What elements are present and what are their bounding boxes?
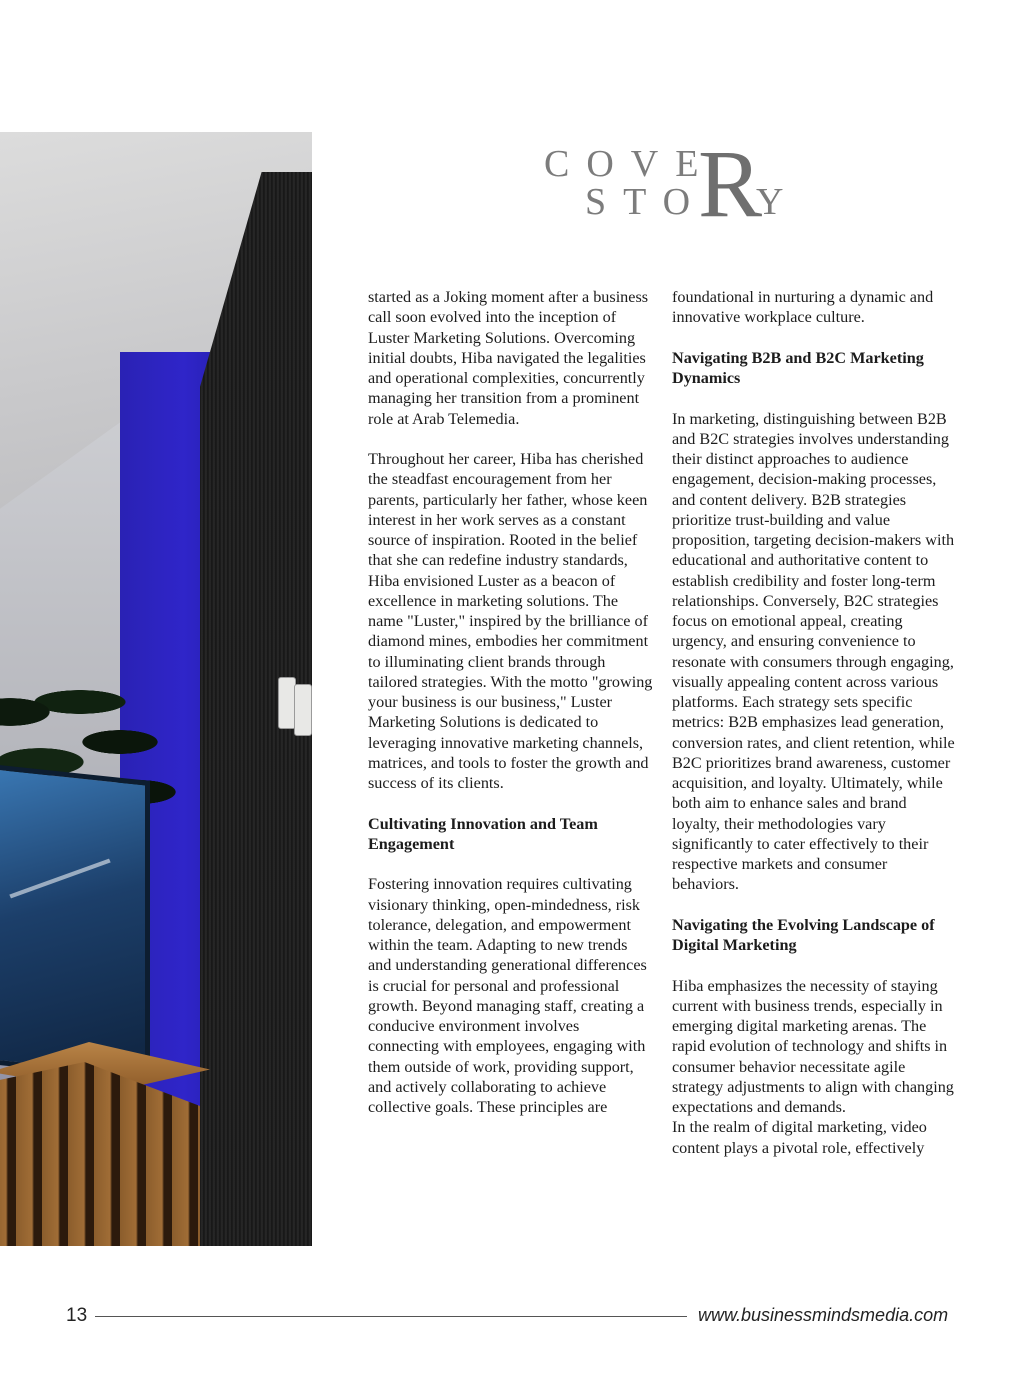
- light-switch: [294, 684, 312, 736]
- footer-divider: [95, 1316, 687, 1317]
- section-heading: Navigating B2B and B2C Marketing Dynamics: [672, 348, 924, 387]
- body-paragraph: started as a Joking moment after a business call soon evolved into the inception of Luster Marketing Solutions. Overcoming initial doubts, Hiba navigated the legalities and operational complexities, concurrently managing her transition from a prominent role at Arab Telemedia.: [368, 288, 649, 428]
- cover-story-wordmark: [530, 130, 801, 237]
- section-heading: Navigating the Evolving Landscape of Digital Marketing: [672, 915, 935, 954]
- body-paragraph: In the realm of digital marketing, video content plays a pivotal role, effectively: [672, 1118, 927, 1157]
- body-paragraph: Hiba emphasizes the necessity of staying current with business trends, especially in emerging digital marketing arenas. The rapid evolution of technology and shifts in consumer behavior necessitate agile strategy adjustments to align with changing expectations and demands.: [672, 976, 954, 1116]
- article-column-left: [368, 287, 653, 1138]
- body-paragraph: Throughout her career, Hiba has cherished the steadfast encouragement from her parents, particularly her father, whose keen interest in her work serves as a constant source of inspiration. Rooted in the belief that she can redefine industry standards, Hiba envisioned Luster as a beacon of excellence in marketing solutions. The name "Luster," inspired by the brilliance of diamond mines, embodies her commitment to illuminating client brands through tailored strategies. With the motto "growing your business is our business," Luster Marketing Solutions is dedicated to leveraging innovative marketing channels, matrices, and tools to foster the growth and success of its clients.: [368, 450, 653, 792]
- body-paragraph: In marketing, distinguishing between B2B and B2C strategies involves understanding their distinct approaches to audience engagement, decision-making processes, and content delivery. B2B strategies prioritize trust-building and value proposition, targeting decision-makers with educational and authoritative content to establish credibility and foster long-term relationships. Conversely, B2C strategies focus on emotional appeal, creating urgency, and ensuring convenience to resonate with consumers through engaging, visually appealing content across various platforms. Each strategy sets specific metrics: B2B emphasizes lead generation, conversion rates, and client retention, while B2C prioritizes brand awareness, customer acquisition, and loyalty. Ultimately, while both aim to enhance sales and brand loyalty, their methodologies vary significantly to cater effectively to their respective markets and consumer behaviors.: [672, 409, 955, 894]
- monitor-screen: [0, 763, 150, 1081]
- article-column-right: [672, 287, 957, 1178]
- section-heading: Cultivating Innovation and Team Engagement: [368, 814, 598, 853]
- wordmark-big-letter: R: [698, 130, 763, 237]
- wordmark-last-letter: Y: [756, 181, 801, 223]
- wordmark-line2: STO: [585, 181, 708, 223]
- page-number: 13: [66, 1305, 88, 1326]
- feature-photo: [0, 132, 312, 1246]
- website-url: www.businessmindsmedia.com: [698, 1305, 949, 1325]
- wordmark-line1: COVE: [544, 143, 716, 185]
- body-paragraph: Fostering innovation requires cultivating visionary thinking, open-mindedness, risk tolerance, delegation, and empowerment within the team. Adapting to new trends and understanding generational differences is crucial for personal and professional growth. Beyond managing staff, creating a conducive environment involves connecting with employees, engaging with them outside of work, providing support, and actively collaborating to achieve collective goals. These principles are: [368, 875, 647, 1116]
- body-paragraph: foundational in nurturing a dynamic and innovative workplace culture.: [672, 288, 934, 327]
